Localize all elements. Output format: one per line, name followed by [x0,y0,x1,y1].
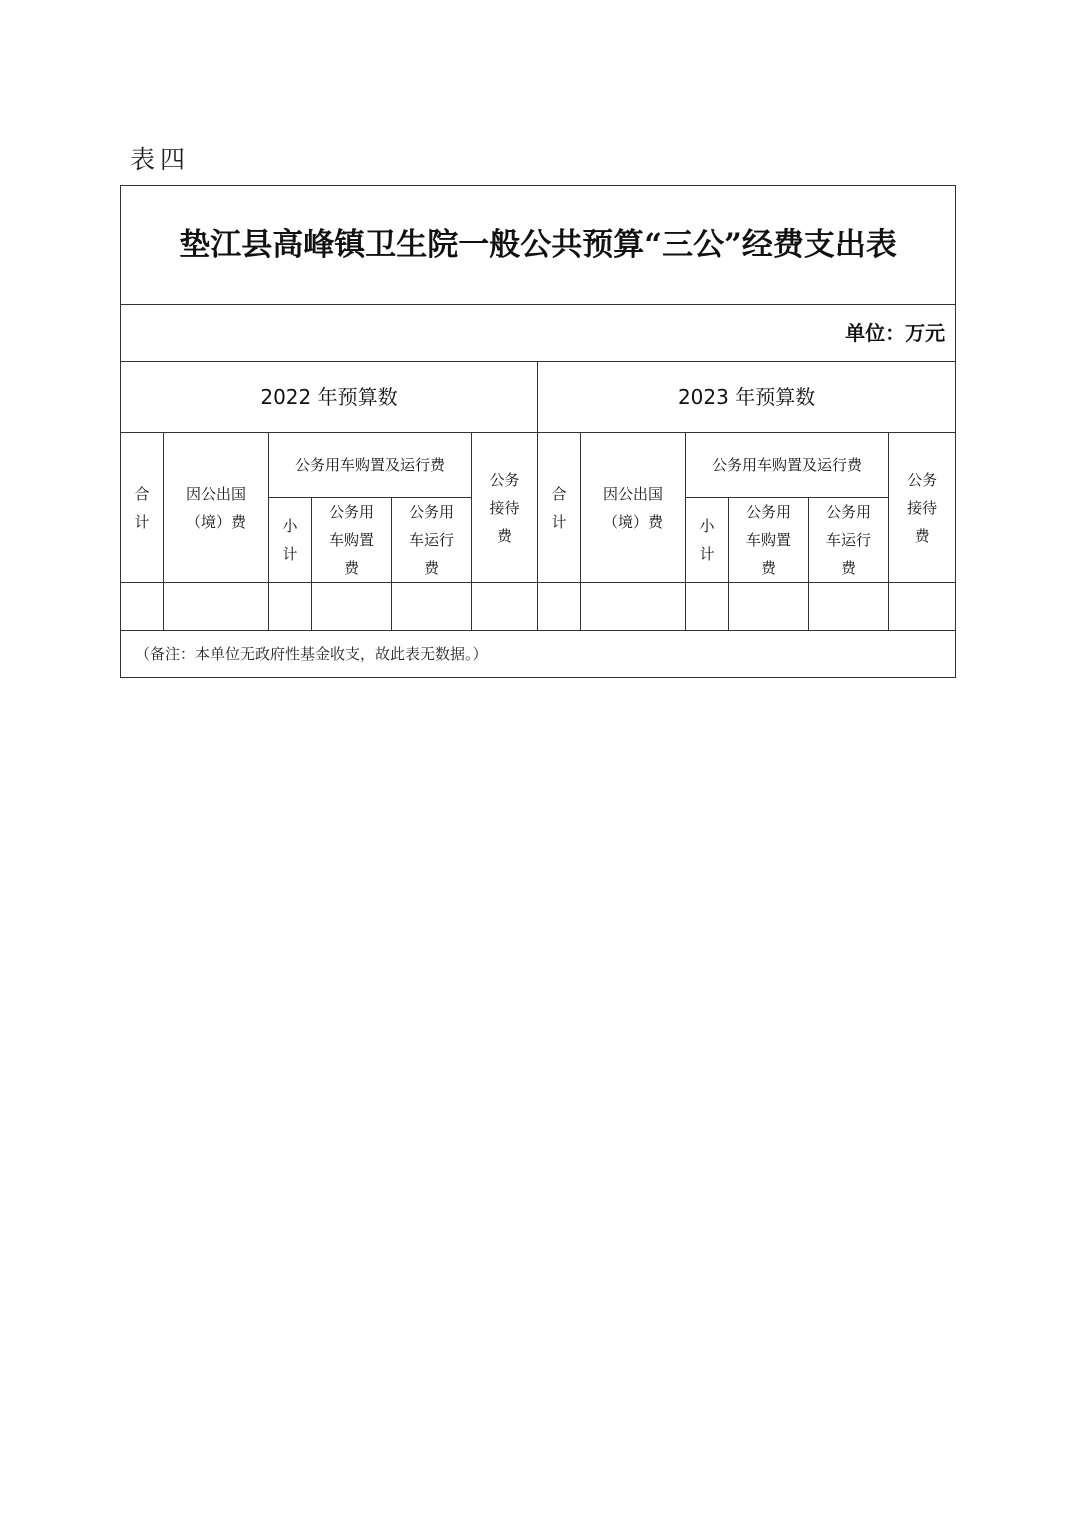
table-cell [889,583,956,631]
vehicle-operation-header-2023: 公务用 车运行 费 [809,498,889,583]
table-cell [269,583,312,631]
table-cell [538,583,581,631]
year-2023-header: 2023 年预算数 [538,362,956,433]
total-header-2022: 合 计 [121,433,164,583]
table-cell [729,583,809,631]
abroad-header-2023: 因公出国 （境）费 [581,433,686,583]
budget-table [120,185,956,678]
subtotal-header-2022: 小 计 [269,498,312,583]
table-cell [312,583,392,631]
year-2022-header: 2022 年预算数 [121,362,538,433]
reception-header-2023: 公务 接待 费 [889,433,956,583]
vehicle-group-header-2022: 公务用车购置及运行费 [269,433,472,498]
unit-label: 单位：万元 [121,305,956,362]
table-cell [472,583,538,631]
table-cell [121,583,164,631]
vehicle-operation-header-2022: 公务用 车运行 费 [392,498,472,583]
vehicle-purchase-header-2023: 公务用 车购置 费 [729,498,809,583]
table-title: 垫江县高峰镇卫生院一般公共预算“三公”经费支出表 [121,186,956,305]
table-cell [392,583,472,631]
table-cell [809,583,889,631]
vehicle-group-header-2023: 公务用车购置及运行费 [686,433,889,498]
document-label: 表四 [130,145,191,174]
table-cell [581,583,686,631]
vehicle-purchase-header-2022: 公务用 车购置 费 [312,498,392,583]
table-cell [686,583,729,631]
table-cell [164,583,269,631]
total-header-2023: 合 计 [538,433,581,583]
subtotal-header-2023: 小 计 [686,498,729,583]
abroad-header-2022: 因公出国 （境）费 [164,433,269,583]
table-row [121,583,956,631]
reception-header-2022: 公务 接待 费 [472,433,538,583]
table-note: （备注：本单位无政府性基金收支，故此表无数据。） [121,631,956,678]
